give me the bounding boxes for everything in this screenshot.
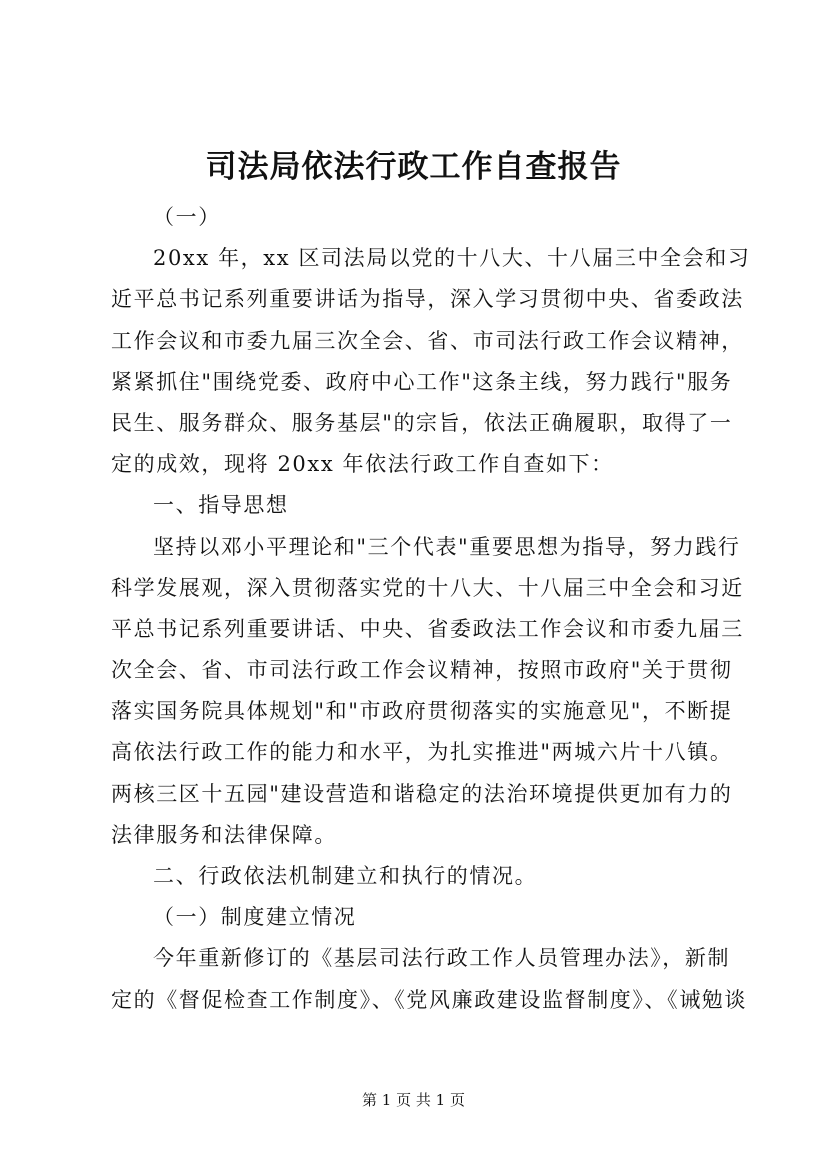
document-title: 司法局依法行政工作自查报告	[205, 149, 622, 185]
document-body	[111, 197, 751, 1021]
text-line: 近平总书记系列重要讲话为指导，深入学习贯彻中央、省委政法	[111, 287, 744, 312]
text-line: 20xx 年，xx 区司法局以党的十八大、十八届三中全会和习	[153, 246, 751, 271]
text-line: 科学发展观，深入贯彻落实党的十八大、十八届三中全会和习近	[111, 575, 744, 600]
page-footer: 第 1 页 共 1 页	[362, 1091, 465, 1109]
text-line: 一、指导思想	[153, 493, 289, 518]
text-line: 次全会、省、市司法行政工作会议精神，按照市政府"关于贯彻	[111, 658, 733, 683]
text-line: 定的《督促检查工作制度》、《党风廉政建设监督制度》、《诫勉谈	[111, 987, 747, 1012]
text-line: 今年重新修订的《基层司法行政工作人员管理办法》，新制	[153, 946, 731, 971]
text-line: （一）	[153, 205, 221, 229]
text-line: （一）制度建立情况	[153, 905, 357, 930]
text-line: 民生、服务群众、服务基层"的宗旨，依法正确履职，取得了一	[111, 410, 733, 435]
text-line: 定的成效，现将 20xx 年依法行政工作自查如下：	[111, 452, 614, 477]
text-line: 法律服务和法律保障。	[111, 822, 337, 847]
text-line: 两核三区十五园"建设营造和谐稳定的法治环境提供更加有力的	[111, 781, 733, 806]
text-line: 平总书记系列重要讲话、中央、省委政法工作会议和市委九届三	[111, 616, 744, 641]
text-line: 紧紧抓住"围绕党委、政府中心工作"这条主线，努力践行"服务	[111, 369, 733, 394]
text-line: 二、行政依法机制建立和执行的情况。	[153, 864, 538, 888]
text-line: 坚持以邓小平理论和"三个代表"重要思想为指导，努力践行	[153, 534, 741, 559]
text-line: 落实国务院具体规划"和"市政府贯彻落实的实施意见"，不断提	[111, 699, 733, 724]
text-line: 高依法行政工作的能力和水平，为扎实推进"两城六片十八镇。	[111, 740, 733, 765]
text-line: 工作会议和市委九届三次全会、省、市司法行政工作会议精神，	[111, 328, 744, 353]
